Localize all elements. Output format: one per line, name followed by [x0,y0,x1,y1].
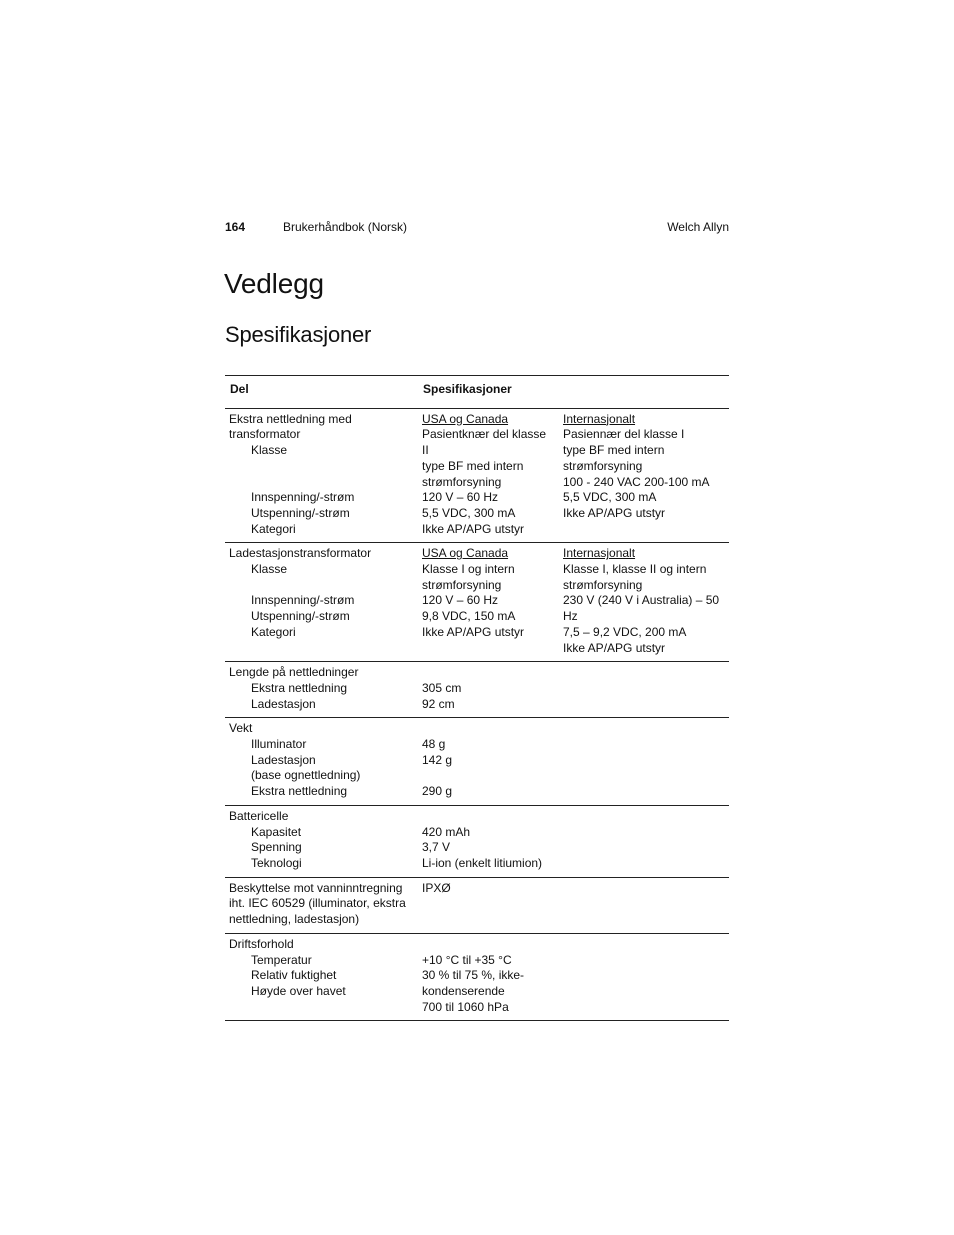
part-name: Driftsforhold [229,936,294,951]
spec-cell-international [559,543,729,662]
spec-cell-international [559,805,729,877]
spec-value: 142 g [422,752,453,767]
table-header-row [225,376,729,409]
spec-cell-usa [418,408,559,543]
part-name: Battericelle [229,808,289,823]
table-row [225,543,729,662]
spec-value: type BF med intern [563,443,665,458]
spec-value: Pasientknær del klasse II [422,427,547,458]
book-title: Brukerhåndbok (Norsk) [283,220,408,234]
spec-value: 290 g [422,784,453,799]
spec-value [422,937,555,953]
spec-value: 48 g [422,737,446,752]
part-attribute: Ladestasjon [251,696,316,711]
part-cell [225,662,418,718]
page-number: 164 [225,220,246,234]
spec-value: IPXØ [422,880,451,895]
spec-value: +10 °C til +35 °C [422,952,512,967]
brand-name: Welch Allyn [667,220,729,234]
part-attribute [229,459,414,475]
spec-cell-usa [418,877,559,933]
spec-value: strømforsyning [563,577,643,592]
part-attribute: Innspenning/-strøm [251,490,355,505]
table-row [225,662,729,718]
spec-cell-international [559,877,729,933]
spec-value: 9,8 VDC, 150 mA [422,609,516,624]
spec-cell-usa [418,805,559,877]
part-attribute: Relativ fuktighet [251,968,337,983]
spec-value [422,721,555,737]
spec-value: 305 cm [422,680,462,695]
part-attribute [229,475,414,491]
spec-value: Ikke AP/APG utstyr [422,521,525,536]
spec-cell-international [559,408,729,543]
spec-value [422,809,555,825]
part-cell [225,933,418,1021]
part-attribute: Høyde over havet [251,983,346,998]
table-row [225,718,729,806]
spec-value: Klasse I, klasse II og intern [563,562,707,577]
spec-value: 700 til 1060 hPa [422,999,509,1014]
spec-value: 420 mAh [422,824,471,839]
spec-value: strømforsyning [422,577,502,592]
part-attribute: (base ognettledning) [251,768,361,783]
part-attribute: Spenning [251,840,302,855]
part-cell [225,805,418,877]
spec-value: strømforsyning [563,458,643,473]
spec-value: 120 V – 60 Hz [422,593,499,608]
table-row [225,805,729,877]
spec-value: kondenserende [422,983,505,998]
part-attribute [229,578,414,594]
spec-value: Ikke AP/APG utstyr [563,505,666,520]
table-row [225,877,729,933]
spec-value: 30 % til 75 %, ikke- [422,968,525,983]
spec-cell-usa [418,662,559,718]
spec-cell-international [559,933,729,1021]
part-attribute: Teknologi [251,855,302,870]
part-attribute: Kategori [251,624,296,639]
table-row [225,933,729,1021]
spec-value: Li-ion (enkelt litiumion) [422,855,543,870]
spec-value [422,768,555,784]
part-attribute: Innspenning/-strøm [251,593,355,608]
spec-value: 7,5 – 9,2 VDC, 200 mA [563,624,687,639]
spec-value: 100 - 240 VAC 200-100 mA [563,474,710,489]
part-attribute: Klasse [251,562,288,577]
part-cell [225,408,418,543]
part-name: Ekstra nettledning med transformator [229,411,352,442]
part-attribute: Temperatur [251,952,312,967]
part-name: Lengde på nettledninger [229,665,359,680]
spec-value: Klasse I og intern [422,562,515,577]
spec-value: Pasiennær del klasse I [563,427,685,442]
spec-value: 230 V (240 V i Australia) – 50 Hz [563,593,720,624]
spec-value: 120 V – 60 Hz [422,490,499,505]
spec-value: Ikke AP/APG utstyr [563,640,666,655]
part-attribute: Kategori [251,521,296,536]
column-header-del: Del [225,376,418,409]
part-attribute: Kapasitet [251,824,302,839]
spec-value: Internasjonalt [563,411,636,426]
section-title: Vedlegg [224,268,324,299]
column-header-spesifikasjoner: Spesifikasjoner [418,376,729,409]
spec-value: 92 cm [422,696,455,711]
spec-value [422,665,555,681]
spec-cell-usa [418,718,559,806]
spec-value: 5,5 VDC, 300 mA [563,490,657,505]
page-header [225,220,729,238]
spec-value: USA og Canada [422,546,509,561]
spec-cell-usa [418,933,559,1021]
part-cell [225,877,418,933]
part-attribute: Utspenning/-strøm [251,609,350,624]
part-attribute: Illuminator [251,737,307,752]
part-name: Vekt [229,721,253,736]
spec-value: Ikke AP/APG utstyr [422,624,525,639]
spec-value: strømforsyning [422,474,502,489]
part-attribute: Ekstra nettledning [251,784,348,799]
part-attribute: Utspenning/-strøm [251,505,350,520]
spec-cell-usa [418,543,559,662]
spec-cell-international [559,662,729,718]
table-row [225,408,729,543]
part-name: Beskyttelse mot vanninntregning iht. IEC 60529 (illuminator, ekstra nettledning, ladestasjon) [229,880,406,927]
part-cell [225,718,418,806]
part-attribute: Ekstra nettledning [251,680,348,695]
spec-value: 5,5 VDC, 300 mA [422,505,516,520]
part-attribute: Klasse [251,443,288,458]
part-attribute: Ladestasjon [251,752,316,767]
spec-value: Internasjonalt [563,546,636,561]
table-body [225,408,729,1021]
section-subtitle: Spesifikasjoner [225,322,372,347]
spec-value: 3,7 V [422,840,451,855]
part-name: Ladestasjonstransformator [229,546,372,561]
spec-value: type BF med intern [422,458,524,473]
spec-value: USA og Canada [422,411,509,426]
spec-cell-international [559,718,729,806]
specifications-table [225,375,729,1021]
part-cell [225,543,418,662]
